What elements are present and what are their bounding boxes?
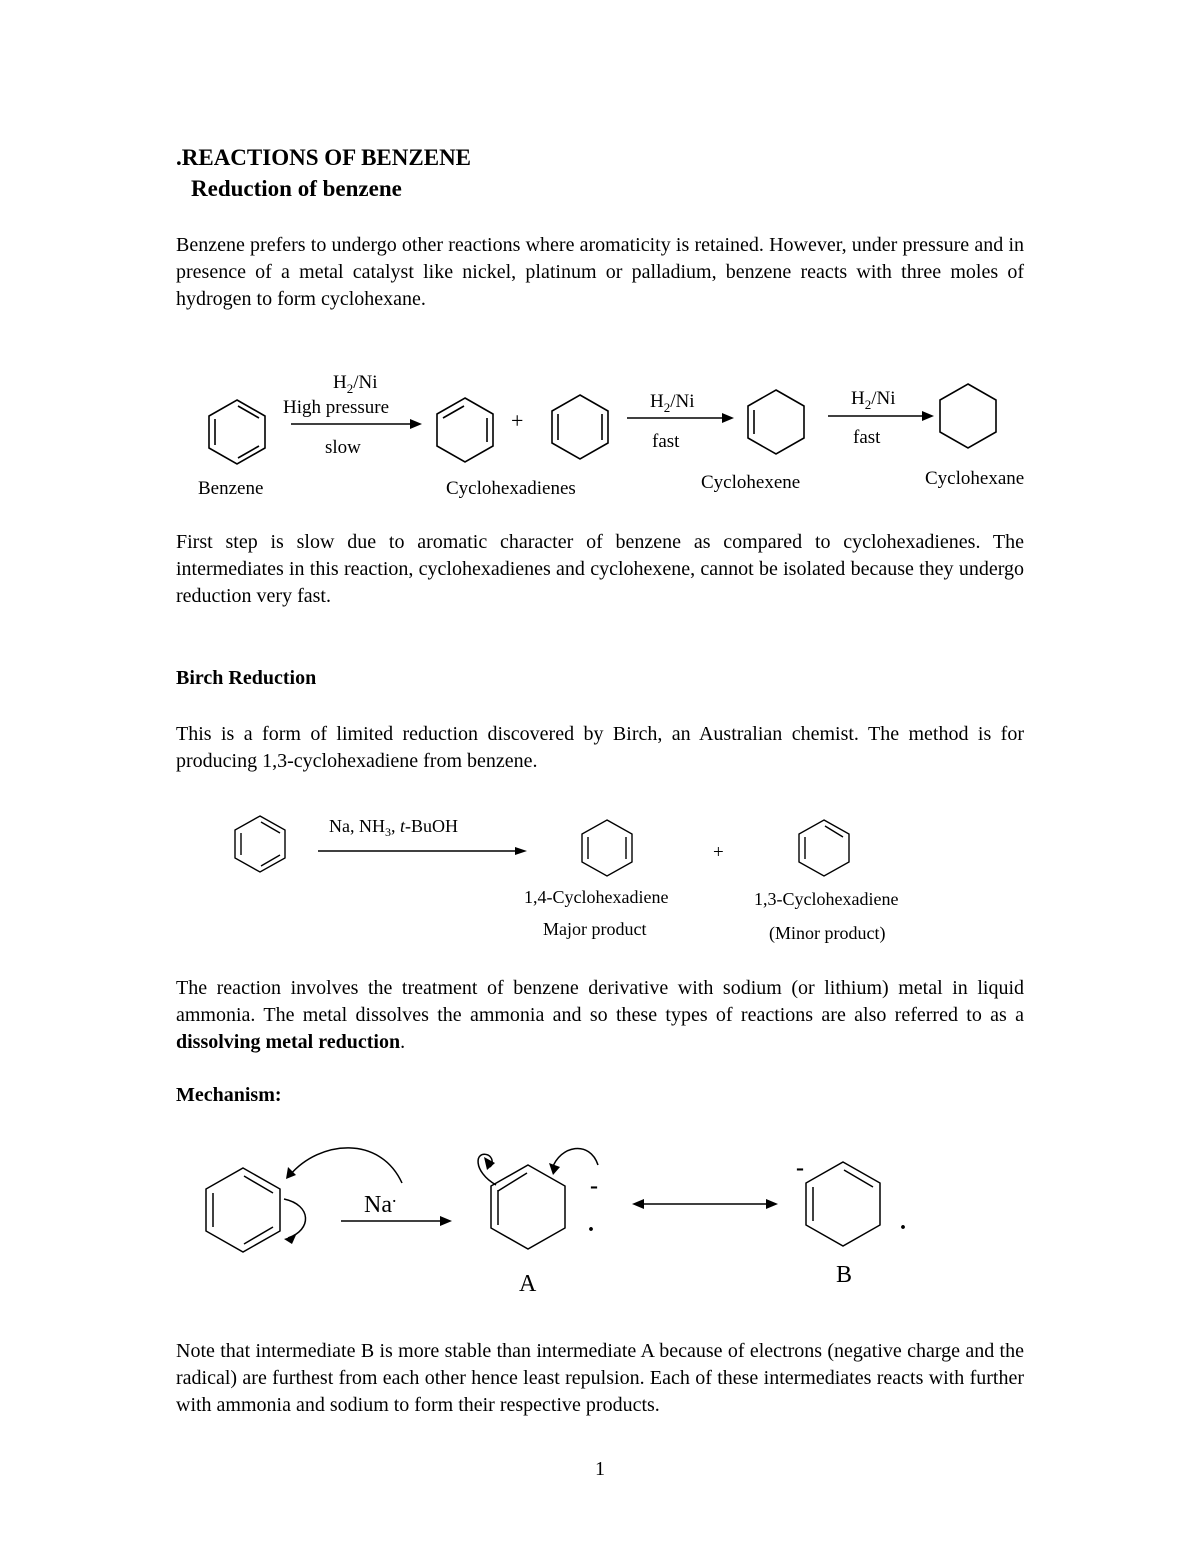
mechanism-scheme [0, 1135, 1200, 1305]
cyclohexadiene-13-structure [799, 820, 849, 876]
dissolving-bold-term: dissolving metal reduction [176, 1031, 401, 1053]
product1-note: Major product [543, 919, 647, 939]
radical-b: . [900, 1209, 906, 1235]
product1-name: 1,4-Cyclohexadiene [524, 887, 669, 907]
cyclohexene-structure [748, 390, 804, 454]
product2-name: 1,3-Cyclohexadiene [754, 889, 899, 909]
curved-arrow-a2 [552, 1148, 598, 1169]
arrow1-top-label: $H_2/Ni$ [333, 372, 378, 396]
arrow1-mid-label: High pressure [283, 397, 390, 418]
hydrogenation-scheme [0, 360, 1200, 510]
page-number: 1 [595, 1458, 605, 1480]
birch-paragraph: This is a form of limited reduction discovered by Birch, an Australian chemist. The method is for producing 1,3-cyclohexadiene from benzene. [176, 723, 1024, 772]
arrow1-bottom-label: slow [325, 437, 361, 458]
charge-a: - [590, 1173, 598, 1199]
intermediate-a-structure [491, 1165, 565, 1249]
birch-reduction-scheme [0, 800, 1200, 950]
curved-arrow-electron [290, 1148, 402, 1183]
section-subtitle: Reduction of benzene [191, 176, 402, 201]
radical-a: . [588, 1211, 594, 1237]
cyclohexadiene-structure-1 [437, 398, 493, 462]
arrow3-bottom-label: fast [853, 427, 881, 448]
cyclohexene-label: Cyclohexene [701, 472, 801, 493]
birch-heading: Birch Reduction [176, 667, 317, 689]
intermediate-a-label: A [519, 1271, 537, 1297]
sodium-reagent: Na. [364, 1186, 397, 1218]
charge-b: - [796, 1155, 804, 1181]
intro-paragraph: Benzene prefers to undergo other reactions where aromaticity is retained. However, under pressure and in presence of a metal catalyst like nickel, platinum or palladium, benzene reacts with three moles of hydrogen to form cyclohexane. [176, 234, 1024, 310]
benzene-structure [206, 1168, 280, 1252]
intermediate-b-label: B [836, 1262, 853, 1288]
birch-reagents: Na, $NH_3$, t-BuOH [329, 816, 459, 839]
plus-sign: + [713, 842, 724, 863]
intermediate-b-structure [806, 1162, 880, 1246]
benzene-structure [235, 816, 285, 872]
plus-sign: + [511, 408, 524, 433]
arrow2-top-label: $H_2/Ni$ [650, 391, 695, 415]
mechanism-heading: Mechanism: [176, 1084, 282, 1106]
arrow2-bottom-label: fast [652, 431, 680, 452]
benzene-structure [209, 400, 265, 464]
cyclohexane-label: Cyclohexane [925, 468, 1025, 489]
curved-arrow-ring [284, 1199, 306, 1238]
arrow3-top-label: $H_2/Ni$ [851, 388, 896, 412]
benzene-label: Benzene [198, 478, 264, 499]
note-paragraph: Note that intermediate B is more stable than intermediate A because of electrons (negative charge and the radical) are furthest from each other hence least repulsion. Each of these intermediates reacts with further with ammonia and sodium to form their respective products. [176, 1340, 1024, 1416]
cyclohexadiene-14-structure [582, 820, 632, 876]
dissolving-period: . [400, 1031, 406, 1053]
page-title: .REACTIONS OF BENZENE [176, 145, 472, 170]
cyclohexane-structure [940, 384, 996, 448]
product2-note: (Minor product) [769, 923, 886, 943]
dissolving-text: The reaction involves the treatment of benzene derivative with sodium (or lithium) metal in liquid ammonia. The metal dissolves the ammonia and so these types of reactions are also referred to as a [176, 977, 1024, 1026]
slow-step-paragraph: First step is slow due to aromatic character of benzene as compared to cyclohexadienes. The intermediates in this reaction, cyclohexadienes and cyclohexene, cannot be isolated because they undergo reduction very fast. [176, 531, 1024, 607]
cyclohexadienes-label: Cyclohexadienes [446, 478, 576, 499]
dissolving-metal-paragraph [176, 975, 1024, 1056]
cyclohexadiene-structure-2 [552, 395, 608, 459]
